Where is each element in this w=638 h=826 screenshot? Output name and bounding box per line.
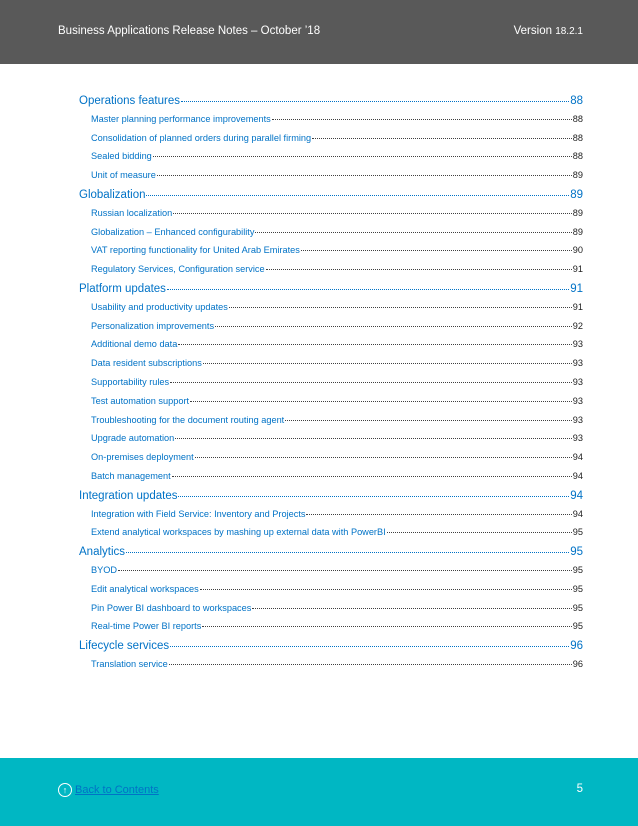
toc-entry-page: 94 bbox=[572, 452, 583, 463]
toc-entry-page: 95 bbox=[572, 527, 583, 538]
toc-entry-label[interactable]: Usability and productivity updates bbox=[91, 301, 228, 312]
toc-entry-label[interactable]: Batch management bbox=[91, 470, 171, 481]
toc-entry-page: 88 bbox=[572, 113, 583, 124]
toc-subsection-entry[interactable] bbox=[79, 415, 583, 434]
toc-entry-label[interactable]: Unit of measure bbox=[91, 170, 156, 181]
toc-leader-dots bbox=[312, 138, 572, 139]
toc-subsection-entry[interactable] bbox=[79, 452, 583, 471]
toc-entry-label[interactable]: VAT reporting functionality for United Arab Emirates bbox=[91, 245, 300, 256]
page-footer bbox=[0, 758, 638, 826]
toc-entry-page: 93 bbox=[572, 395, 583, 406]
toc-entry-label[interactable]: Consolidation of planned orders during parallel firming bbox=[91, 132, 312, 143]
toc-entry-label[interactable]: Integration updates bbox=[79, 489, 178, 502]
back-to-contents-link[interactable] bbox=[58, 783, 159, 797]
toc-leader-dots bbox=[203, 363, 572, 364]
toc-leader-dots bbox=[202, 626, 571, 627]
toc-entry-label[interactable]: Troubleshooting for the document routing agent bbox=[91, 414, 285, 425]
version-info bbox=[514, 25, 583, 37]
toc-entry-label[interactable]: Personalization improvements bbox=[91, 320, 215, 331]
toc-entry-page: 94 bbox=[572, 470, 583, 481]
toc-entry-label[interactable]: Supportability rules bbox=[91, 376, 170, 387]
toc-subsection-entry[interactable] bbox=[79, 358, 583, 377]
toc-entry-page: 95 bbox=[572, 583, 583, 594]
toc-entry-label[interactable]: Additional demo data bbox=[91, 339, 178, 350]
toc-entry-page: 95 bbox=[570, 546, 583, 559]
toc-leader-dots bbox=[146, 195, 569, 196]
toc-section-entry[interactable] bbox=[79, 189, 583, 208]
toc-entry-label[interactable]: Test automation support bbox=[91, 395, 190, 406]
toc-entry-label[interactable]: Real-time Power BI reports bbox=[91, 621, 202, 632]
toc-leader-dots bbox=[229, 307, 572, 308]
toc-entry-page: 88 bbox=[572, 151, 583, 162]
toc-entry-page: 94 bbox=[572, 508, 583, 519]
version-number: 18.2.1 bbox=[555, 26, 583, 37]
toc-entry-page: 96 bbox=[570, 640, 583, 653]
toc-leader-dots bbox=[157, 175, 572, 176]
toc-entry-label[interactable]: Operations features bbox=[79, 95, 181, 107]
toc-leader-dots bbox=[118, 570, 572, 571]
toc-entry-page: 88 bbox=[572, 132, 583, 143]
toc-leader-dots bbox=[190, 401, 572, 402]
toc-section-entry[interactable] bbox=[79, 283, 583, 302]
toc-entry-label[interactable]: Globalization – Enhanced configurability bbox=[91, 226, 255, 237]
toc-entry-page: 90 bbox=[572, 245, 583, 256]
toc-entry-label[interactable]: Analytics bbox=[79, 546, 126, 559]
toc-leader-dots bbox=[172, 476, 572, 477]
toc-subsection-entry[interactable] bbox=[79, 584, 583, 603]
toc-leader-dots bbox=[170, 382, 572, 383]
toc-subsection-entry[interactable] bbox=[79, 433, 583, 452]
toc-leader-dots bbox=[170, 646, 569, 647]
toc-leader-dots bbox=[153, 156, 572, 157]
toc-leader-dots bbox=[178, 496, 569, 497]
toc-entry-page: 91 bbox=[572, 301, 583, 312]
toc-subsection-entry[interactable] bbox=[79, 208, 583, 227]
toc-entry-label[interactable]: Upgrade automation bbox=[91, 433, 175, 444]
table-of-contents bbox=[79, 95, 583, 678]
toc-entry-label[interactable]: Data resident subscriptions bbox=[91, 358, 202, 369]
toc-leader-dots bbox=[387, 532, 572, 533]
toc-subsection-entry[interactable] bbox=[79, 603, 583, 622]
toc-entry-label[interactable]: Master planning performance improvements bbox=[91, 113, 271, 124]
toc-entry-label[interactable]: BYOD bbox=[91, 564, 118, 575]
toc-leader-dots bbox=[126, 552, 569, 553]
toc-entry-label[interactable]: Sealed bidding bbox=[91, 151, 152, 162]
toc-entry-page: 89 bbox=[572, 207, 583, 218]
toc-entry-label[interactable]: Regulatory Services, Configuration service bbox=[91, 264, 265, 275]
toc-leader-dots bbox=[266, 269, 572, 270]
toc-subsection-entry[interactable] bbox=[79, 527, 583, 546]
toc-entry-label[interactable]: Edit analytical workspaces bbox=[91, 583, 199, 594]
toc-subsection-entry[interactable] bbox=[79, 151, 583, 170]
toc-entry-label[interactable]: Translation service bbox=[91, 658, 168, 669]
toc-entry-page: 93 bbox=[572, 433, 583, 444]
toc-section-entry[interactable] bbox=[79, 95, 583, 114]
toc-subsection-entry[interactable] bbox=[79, 339, 583, 358]
toc-entry-page: 96 bbox=[572, 658, 583, 669]
toc-subsection-entry[interactable] bbox=[79, 396, 583, 415]
toc-subsection-entry[interactable] bbox=[79, 471, 583, 490]
toc-leader-dots bbox=[178, 344, 571, 345]
toc-leader-dots bbox=[195, 457, 572, 458]
toc-subsection-entry[interactable] bbox=[79, 227, 583, 246]
page-header bbox=[0, 0, 638, 64]
page-number: 5 bbox=[576, 783, 583, 795]
toc-entry-label[interactable]: Lifecycle services bbox=[79, 640, 170, 653]
toc-entry-page: 91 bbox=[572, 264, 583, 275]
version-label: Version bbox=[513, 25, 552, 37]
toc-subsection-entry[interactable] bbox=[79, 509, 583, 528]
toc-entry-page: 89 bbox=[572, 170, 583, 181]
toc-leader-dots bbox=[175, 438, 572, 439]
toc-entry-page: 88 bbox=[570, 95, 583, 107]
toc-entry-page: 93 bbox=[572, 414, 583, 425]
toc-leader-dots bbox=[301, 250, 572, 251]
toc-subsection-entry[interactable] bbox=[79, 170, 583, 189]
toc-section-entry[interactable] bbox=[79, 640, 583, 659]
document-title: Business Applications Release Notes – October ’18 bbox=[58, 25, 321, 37]
toc-entry-page: 91 bbox=[570, 282, 583, 295]
toc-entry-page: 93 bbox=[572, 358, 583, 369]
toc-subsection-entry[interactable] bbox=[79, 377, 583, 396]
toc-subsection-entry[interactable] bbox=[79, 565, 583, 584]
toc-leader-dots bbox=[167, 289, 569, 290]
toc-subsection-entry[interactable] bbox=[79, 302, 583, 321]
toc-leader-dots bbox=[272, 119, 572, 120]
toc-entry-label[interactable]: Integration with Field Service: Inventory and Projects bbox=[91, 508, 306, 519]
toc-entry-label[interactable]: Pin Power BI dashboard to workspaces bbox=[91, 602, 252, 613]
toc-entry-label[interactable]: Extend analytical workspaces by mashing up external data with PowerBI bbox=[91, 527, 386, 538]
toc-entry-page: 94 bbox=[570, 489, 583, 502]
toc-leader-dots bbox=[173, 213, 572, 214]
toc-entry-page: 93 bbox=[572, 339, 583, 350]
toc-leader-dots bbox=[285, 420, 572, 421]
toc-leader-dots bbox=[252, 608, 571, 609]
toc-leader-dots bbox=[215, 326, 572, 327]
toc-entry-page: 89 bbox=[570, 188, 583, 201]
toc-leader-dots bbox=[169, 664, 572, 665]
toc-entry-page: 92 bbox=[572, 320, 583, 331]
toc-entry-label[interactable]: Platform updates bbox=[79, 282, 166, 295]
toc-subsection-entry[interactable] bbox=[79, 659, 583, 678]
toc-subsection-entry[interactable] bbox=[79, 133, 583, 152]
toc-entry-page: 89 bbox=[572, 226, 583, 237]
toc-leader-dots bbox=[200, 589, 572, 590]
toc-section-entry[interactable] bbox=[79, 490, 583, 509]
toc-section-entry[interactable] bbox=[79, 546, 583, 565]
back-to-contents-label[interactable]: Back to Contents bbox=[75, 784, 159, 796]
arrow-up-circle-icon: ↑ bbox=[58, 783, 72, 797]
toc-subsection-entry[interactable] bbox=[79, 621, 583, 640]
toc-entry-page: 95 bbox=[572, 621, 583, 632]
toc-entry-page: 95 bbox=[572, 564, 583, 575]
toc-entry-label[interactable]: Russian localization bbox=[91, 207, 173, 218]
toc-leader-dots bbox=[181, 101, 569, 102]
toc-entry-page: 93 bbox=[572, 376, 583, 387]
toc-subsection-entry[interactable] bbox=[79, 114, 583, 133]
toc-leader-dots bbox=[306, 514, 571, 515]
toc-leader-dots bbox=[255, 232, 571, 233]
toc-entry-label[interactable]: Globalization bbox=[79, 188, 146, 201]
toc-subsection-entry[interactable] bbox=[79, 321, 583, 340]
toc-subsection-entry[interactable] bbox=[79, 264, 583, 283]
toc-entry-label[interactable]: On-premises deployment bbox=[91, 452, 194, 463]
toc-entry-page: 95 bbox=[572, 602, 583, 613]
toc-subsection-entry[interactable] bbox=[79, 245, 583, 264]
